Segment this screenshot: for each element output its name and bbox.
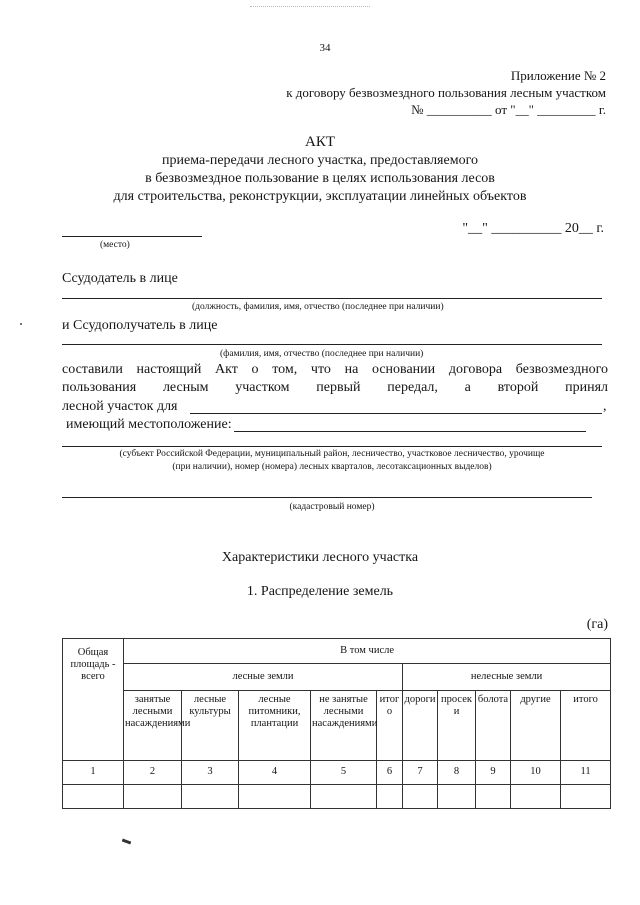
page-number: 34 xyxy=(319,42,331,54)
appendix-number-line: № __________ от "__" _________ г. xyxy=(411,102,606,117)
col-number: 7 xyxy=(403,761,438,785)
section-title: Характеристики лесного участка xyxy=(221,550,419,565)
table-cell[interactable] xyxy=(63,785,124,809)
body-line3: лесной участок для xyxy=(62,399,178,414)
col-number: 5 xyxy=(311,761,377,785)
col-header: итого xyxy=(377,691,403,761)
doc-title-line1: приема-передачи лесного участка, предоставляемого xyxy=(162,153,478,168)
doc-title-line3: для строительства, реконструкции, эксплуатации линейных объектов xyxy=(113,189,527,204)
unit-label: (га) xyxy=(586,617,608,632)
col-number: 4 xyxy=(239,761,311,785)
doc-title: АКТ xyxy=(305,134,335,150)
scan-mark xyxy=(20,323,22,325)
location-caption-2: (при наличии), номер (номера) лесных кварталов, лесотаксационных выделов) xyxy=(172,462,492,472)
table-cell[interactable] xyxy=(476,785,511,809)
col-number: 9 xyxy=(476,761,511,785)
borrower-caption: (фамилия, имя, отчество (последнее при наличии) xyxy=(220,349,424,359)
location-line-2 xyxy=(62,446,602,447)
body-line2: пользования лесным участком первый передал, а второй принял xyxy=(62,380,608,395)
body-line1: составили настоящий Акт о том, что на основании договора безвозмездного xyxy=(62,362,608,377)
col-number: 11 xyxy=(561,761,611,785)
including-header: В том числе xyxy=(124,639,611,664)
borrower-line xyxy=(62,344,602,345)
doc-title-line2: в безвозмездное пользование в целях использования лесов xyxy=(145,171,495,186)
lender-label: Ссудодатель в лице xyxy=(62,271,178,286)
nonforest-lands-header: нелесные земли xyxy=(403,664,611,691)
total-area-header: Общая площадь - всего xyxy=(63,639,124,761)
table-cell[interactable] xyxy=(311,785,377,809)
forest-lands-header: лесные земли xyxy=(124,664,403,691)
col-header: занятые лесными насаждениями xyxy=(124,691,182,761)
purpose-line-end: , xyxy=(603,399,607,414)
scan-artifact xyxy=(250,6,370,11)
table-cell[interactable] xyxy=(124,785,182,809)
cadastral-line xyxy=(62,497,592,498)
table-cell[interactable] xyxy=(511,785,561,809)
land-distribution-table xyxy=(62,638,611,809)
table-cell[interactable] xyxy=(438,785,476,809)
col-header: лесные питомники, плантации xyxy=(239,691,311,761)
col-number: 2 xyxy=(124,761,182,785)
location-line xyxy=(234,431,586,432)
body-line4: имеющий местоположение: xyxy=(66,417,232,432)
lender-caption: (должность, фамилия, имя, отчество (последнее при наличии) xyxy=(192,302,444,312)
section-subtitle: 1. Распределение земель xyxy=(246,584,394,599)
col-number: 1 xyxy=(63,761,124,785)
col-header: не занятые лесными насаждениями xyxy=(311,691,377,761)
table-cell[interactable] xyxy=(182,785,239,809)
table-cell[interactable] xyxy=(377,785,403,809)
table-cell[interactable] xyxy=(561,785,611,809)
location-caption-1: (субъект Российской Федерации, муниципальный район, лесничество, участковое лесничество, урочище xyxy=(119,449,545,459)
table-cell[interactable] xyxy=(239,785,311,809)
date-line: "__" __________ 20__ г. xyxy=(462,221,604,236)
appendix-contract: к договору безвозмездного пользования лесным участком xyxy=(286,85,606,100)
place-caption: (место) xyxy=(100,240,130,250)
lender-line xyxy=(62,298,602,299)
col-header: итого xyxy=(561,691,611,761)
table-cell[interactable] xyxy=(403,785,438,809)
borrower-label: и Ссудополучатель в лице xyxy=(62,318,218,333)
purpose-line xyxy=(190,413,602,414)
col-header: лесные культуры xyxy=(182,691,239,761)
col-header: другие xyxy=(511,691,561,761)
col-number: 3 xyxy=(182,761,239,785)
col-number: 8 xyxy=(438,761,476,785)
col-header: дороги xyxy=(403,691,438,761)
col-header: просеки xyxy=(438,691,476,761)
appendix-label: Приложение № 2 xyxy=(510,68,606,83)
place-line xyxy=(62,236,202,237)
col-number: 6 xyxy=(377,761,403,785)
col-number: 10 xyxy=(511,761,561,785)
scan-mark xyxy=(122,839,131,845)
cadastral-caption: (кадастровый номер) xyxy=(289,502,375,512)
col-header: болота xyxy=(476,691,511,761)
